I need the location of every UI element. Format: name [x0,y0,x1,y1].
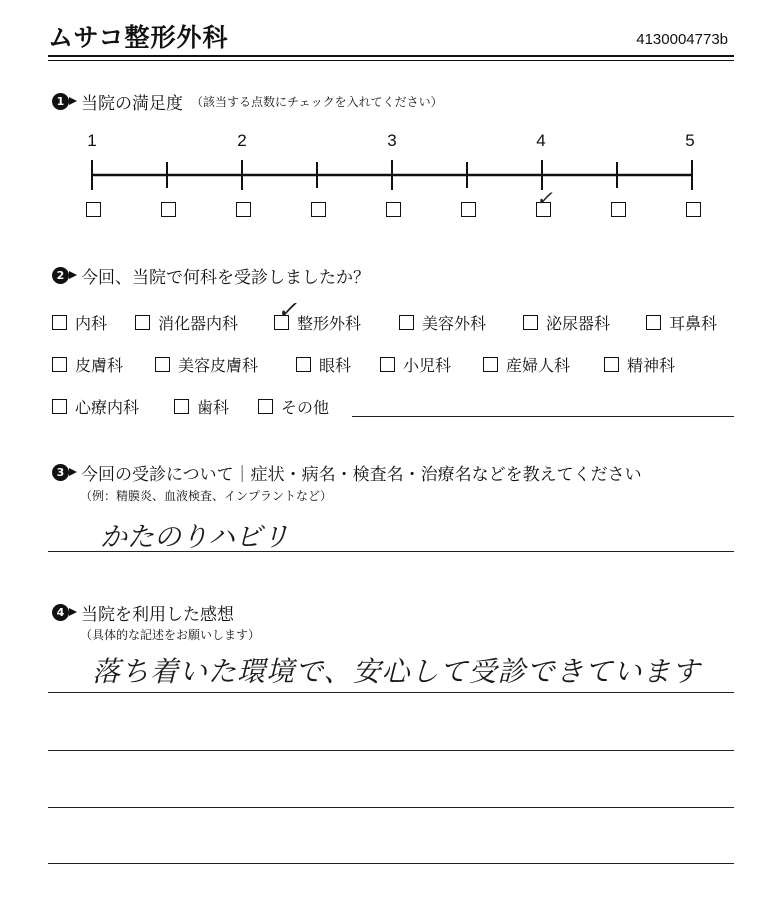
score-checkbox-2[interactable] [236,202,251,217]
dept-option-pediatrics[interactable]: 小児科 [380,353,451,376]
dept-option-other[interactable]: その他 [258,395,329,418]
checkbox[interactable] [523,315,538,330]
checkbox[interactable] [399,315,414,330]
checkbox[interactable] [52,315,67,330]
dept-option-ophthalmology[interactable]: 眼科 [296,353,351,376]
score-checkbox-4-5[interactable] [611,202,626,217]
scale-label-2: 2 [237,131,247,150]
q4-answer-line-1[interactable] [48,692,734,693]
q3-handwritten-answer: かたのりハビリ [100,522,289,553]
q4-note: （具体的な記述をお願いします） [80,628,261,642]
q4-handwritten-answer: 落ち着いた環境で、安心して受診できています [92,655,701,688]
dept-option-obgyn[interactable]: 産婦人科 [483,353,570,376]
checkbox[interactable] [296,357,311,372]
q2-label: 今回、当院で何科を受診しましたか？ [81,268,370,288]
score-checkbox-5[interactable] [686,202,701,217]
clinic-title: ムサコ整形外科 [48,23,229,52]
q4-answer-line-3[interactable] [48,807,734,808]
checkbox[interactable] [380,357,395,372]
dept-option-ent[interactable]: 耳鼻科 [646,311,717,334]
dept-option-cosmetic-derm[interactable]: 美容皮膚科 [155,353,258,376]
scale-label-3: 3 [387,131,397,150]
dept-option-naika[interactable]: 内科 [52,311,107,334]
score-checkbox-3-5[interactable] [461,202,476,217]
dept-option-dentistry[interactable]: 歯科 [174,395,229,418]
score-checkbox-1-5[interactable] [161,202,176,217]
q3-number-icon: 3 [52,464,69,481]
dept-option-gastro[interactable]: 消化器内科 [135,311,238,334]
dept-option-orthopedics[interactable]: 整形外科 [274,311,361,334]
dept-option-dermatology[interactable]: 皮膚科 [52,353,123,376]
q4-answer-line-4[interactable] [48,863,734,864]
q1-label: 当院の満足度 [81,94,183,114]
q2-number-icon: 2 [52,267,69,284]
checkbox[interactable] [604,357,619,372]
score-check-mark: ✓ [536,186,553,210]
q1-note: （該当する点数にチェックを入れてください） [191,95,443,109]
checkbox[interactable] [646,315,661,330]
q4-answer-line-2[interactable] [48,750,734,751]
checkbox[interactable] [258,399,273,414]
q4-number-icon: 4 [52,604,69,621]
q3-heading [52,460,642,485]
score-checkbox-3[interactable] [386,202,401,217]
q3-note: （例：精膜炎、血液検査、インプラントなど） [80,489,333,503]
scale-label-5: 5 [685,131,695,150]
checkbox[interactable] [135,315,150,330]
q3-label: 今回の受診について｜症状・病名・検査名・治療名などを教えてください [81,465,642,485]
scale-label-1: 1 [87,131,97,150]
q3-answer-line[interactable] [48,551,734,552]
dept-option-cosmetic-surgery[interactable]: 美容外科 [399,311,486,334]
checkbox[interactable] [155,357,170,372]
scale-label-4: 4 [536,131,546,150]
score-checkbox-2-5[interactable] [311,202,326,217]
checkbox[interactable] [52,399,67,414]
q2-heading [52,263,370,288]
document-id: 4130004773b [636,31,728,48]
dept-option-psychiatry[interactable]: 精神科 [604,353,675,376]
checkbox[interactable] [483,357,498,372]
dept-check-mark: ✓ [277,296,298,324]
dept-option-urology[interactable]: 泌尿器科 [523,311,610,334]
checkbox[interactable] [52,357,67,372]
checkbox[interactable] [174,399,189,414]
q4-heading [52,600,234,625]
other-write-line[interactable] [352,416,734,417]
dept-option-psychosomatic[interactable]: 心療内科 [52,395,139,418]
satisfaction-scale [0,0,780,240]
q4-label: 当院を利用した感想 [81,605,234,625]
score-checkbox-1[interactable] [86,202,101,217]
q1-number-icon: 1 [52,93,69,110]
